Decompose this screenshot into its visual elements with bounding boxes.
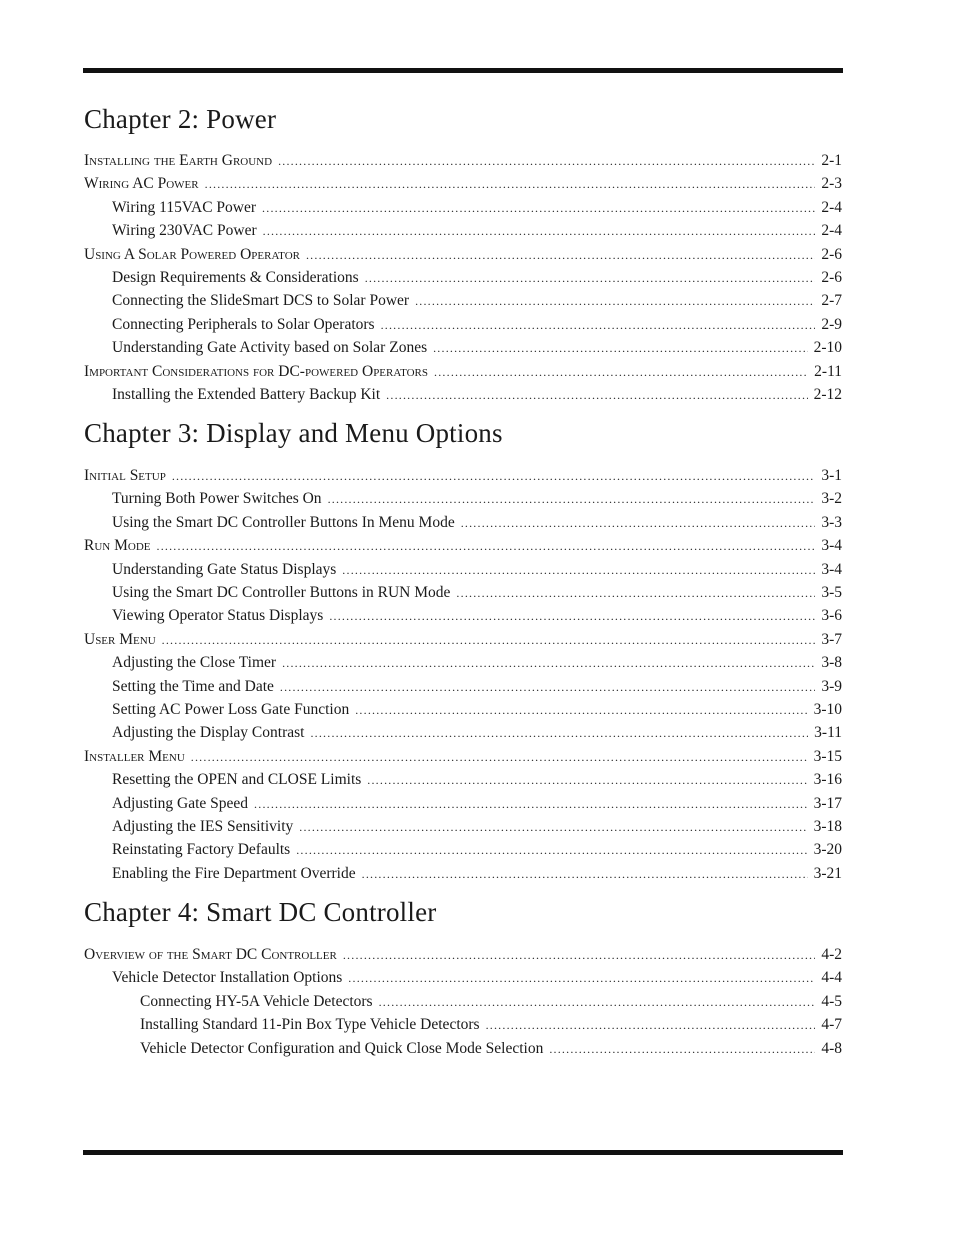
toc-entry-page: 3-6	[821, 607, 842, 625]
toc-entry-page: 3-4	[821, 537, 842, 555]
dot-leader	[278, 151, 815, 171]
dot-leader	[362, 864, 808, 884]
toc-entry-title: Adjusting the Close Timer	[112, 654, 277, 672]
dot-leader	[328, 489, 816, 509]
toc-entry[interactable]	[84, 466, 842, 486]
dot-leader	[433, 338, 807, 358]
toc-entry-title: Vehicle Detector Installation Options	[112, 969, 343, 987]
toc-entry[interactable]	[84, 489, 842, 509]
toc-entry[interactable]	[84, 992, 842, 1012]
toc-entry-title: Understanding Gate Activity based on Solar Zones	[112, 339, 428, 357]
dot-leader	[342, 560, 815, 580]
toc-entry-title: Installing Standard 11-Pin Box Type Vehicle Detectors	[140, 1016, 480, 1034]
toc-entry-page: 2-9	[821, 315, 842, 333]
toc-entry[interactable]	[84, 198, 842, 218]
toc-entry-page: 4-8	[821, 1039, 842, 1057]
dot-leader	[379, 992, 816, 1012]
toc-entry-page: 3-11	[814, 724, 842, 742]
toc-entry-page: 2-6	[821, 245, 842, 263]
toc-entry[interactable]	[84, 291, 842, 311]
toc-entry-title: Viewing Operator Status Displays	[112, 607, 324, 625]
top-rule	[83, 68, 843, 73]
dot-leader	[381, 315, 816, 335]
toc-entry[interactable]	[84, 700, 842, 720]
toc-entry[interactable]	[84, 817, 842, 837]
toc-entry-title: Overview of the Smart DC Controller	[84, 946, 337, 963]
dot-leader	[329, 606, 815, 626]
toc-entry-title: Adjusting Gate Speed	[112, 794, 249, 812]
toc-entry-page: 3-7	[821, 630, 842, 648]
toc-entry-title: Connecting the SlideSmart DCS to Solar Power	[112, 292, 410, 310]
toc-entry-page: 3-5	[821, 584, 842, 601]
toc-entry-title: Installing the Extended Battery Backup Kit	[112, 386, 381, 403]
toc-entry[interactable]	[84, 770, 842, 790]
toc-entry-page: 2-12	[813, 386, 842, 403]
toc-entry-page: 2-3	[821, 175, 842, 193]
dot-leader	[549, 1039, 815, 1059]
dot-leader	[434, 362, 808, 382]
toc-entry-title: Wiring AC Power	[84, 175, 199, 193]
toc-entry-title: Installing the Earth Ground	[84, 152, 273, 169]
dot-leader	[348, 968, 815, 988]
bottom-rule	[83, 1150, 843, 1155]
toc-entry-title: Using the Smart DC Controller Buttons in RUN Mode	[112, 584, 451, 601]
chapter-4-title: Chapter 4: Smart DC Controller	[84, 897, 437, 927]
toc-entry[interactable]	[84, 560, 842, 580]
toc-entry[interactable]	[84, 245, 842, 265]
toc-entry-page: 2-11	[814, 362, 842, 380]
toc-entry[interactable]	[84, 513, 842, 533]
dot-leader	[365, 268, 816, 288]
dot-leader	[262, 198, 815, 218]
toc-entry[interactable]	[84, 606, 842, 626]
toc-entry[interactable]	[84, 338, 842, 358]
toc-entry-page: 3-21	[813, 864, 842, 882]
dot-leader	[296, 840, 807, 860]
toc-entry-page: 2-7	[821, 292, 842, 310]
toc-entry-page: 3-1	[821, 467, 842, 484]
toc-entry-page: 3-2	[821, 490, 842, 508]
toc-entry-page: 2-4	[821, 198, 842, 216]
toc-entry-title: Reinstating Factory Defaults	[112, 841, 291, 859]
toc-entry-page: 3-20	[813, 841, 842, 859]
toc-entry-title: Vehicle Detector Configuration and Quick Close Mode Selection	[140, 1039, 544, 1057]
dot-leader	[282, 653, 815, 673]
toc-entry[interactable]	[84, 630, 842, 650]
toc-entry[interactable]	[84, 945, 842, 965]
chapter-2-title: Chapter 2: Power	[84, 104, 277, 134]
toc-entry-title: Wiring 115VAC Power	[112, 198, 257, 216]
toc-entry-title: Connecting Peripherals to Solar Operators	[112, 315, 375, 333]
dot-leader	[172, 466, 816, 486]
toc-entry[interactable]	[84, 1039, 842, 1059]
toc-entry-title: Setting AC Power Loss Gate Function	[112, 701, 350, 718]
toc-entry[interactable]	[84, 794, 842, 814]
dot-leader	[367, 770, 807, 790]
dot-leader	[386, 385, 807, 405]
dot-leader	[486, 1015, 816, 1035]
dot-leader	[205, 174, 816, 194]
toc-entry-page: 3-18	[813, 818, 842, 835]
toc-entry-title: Adjusting the IES Sensitivity	[112, 818, 294, 835]
toc-entry-title: Connecting HY-5A Vehicle Detectors	[140, 992, 373, 1010]
toc-entry-page: 3-17	[813, 794, 842, 812]
toc-entry[interactable]	[84, 583, 842, 603]
toc-entry[interactable]	[84, 1015, 842, 1035]
toc-entry-page: 2-1	[821, 152, 842, 169]
toc-entry-title: Resetting the OPEN and CLOSE Limits	[112, 771, 362, 789]
toc-entry-title: Enabling the Fire Department Override	[112, 864, 356, 882]
toc-entry-title: Adjusting the Display Contrast	[112, 724, 305, 742]
dot-leader	[254, 794, 808, 814]
toc-entry[interactable]	[84, 536, 842, 556]
dot-leader	[456, 583, 815, 603]
toc-entry[interactable]	[84, 723, 842, 743]
toc-entry-title: Important Considerations for DC-powered Operators	[84, 362, 429, 380]
dot-leader	[157, 536, 816, 556]
toc-entry-page: 2-10	[813, 339, 842, 357]
toc-entry-title: Design Requirements & Considerations	[112, 269, 359, 286]
toc-entry[interactable]	[84, 677, 842, 697]
dot-leader	[280, 677, 815, 697]
toc-entry-page: 4-2	[821, 946, 842, 963]
toc-entry-title: Using the Smart DC Controller Buttons In Menu Mode	[112, 513, 455, 531]
toc-entry-title: Understanding Gate Status Displays	[112, 560, 337, 578]
toc-entry[interactable]	[84, 840, 842, 860]
toc-entry-page: 3-8	[821, 654, 842, 672]
toc-entry-title: Installer Menu	[84, 747, 185, 765]
toc-entry[interactable]	[84, 864, 842, 884]
toc-entry-title: Wiring 230VAC Power	[112, 222, 257, 240]
toc-entry-title: Initial Setup	[84, 467, 166, 484]
toc-entry-title: Setting the Time and Date	[112, 677, 274, 695]
toc-entry[interactable]	[84, 151, 842, 171]
toc-entry-page: 3-3	[821, 513, 842, 531]
dot-leader	[191, 747, 808, 767]
toc-entry-page: 4-4	[821, 969, 842, 987]
toc-entry[interactable]	[84, 747, 842, 767]
toc-entry-page: 4-5	[821, 992, 842, 1010]
toc-entry[interactable]	[84, 653, 842, 673]
toc-entry[interactable]	[84, 221, 842, 241]
toc-entry-title: Run Mode	[84, 537, 151, 555]
toc-entry-page: 2-6	[821, 269, 842, 286]
toc-entry-page: 3-16	[813, 771, 842, 789]
dot-leader	[461, 513, 816, 533]
toc-entry-page: 3-10	[813, 701, 842, 718]
toc-entry-title: Turning Both Power Switches On	[112, 490, 322, 508]
toc-entry[interactable]	[84, 362, 842, 382]
toc-entry[interactable]	[84, 385, 842, 405]
toc-entry-page: 4-7	[821, 1016, 842, 1034]
dot-leader	[415, 291, 815, 311]
toc-entry-title: User Menu	[84, 630, 156, 648]
toc-entry-page: 3-15	[813, 747, 842, 765]
dot-leader	[263, 221, 816, 241]
toc-entry[interactable]	[84, 968, 842, 988]
toc-entry-page: 3-9	[821, 677, 842, 695]
dot-leader	[310, 723, 808, 743]
dot-leader	[355, 700, 807, 720]
toc-entry[interactable]	[84, 315, 842, 335]
dot-leader	[343, 945, 815, 965]
toc-entry[interactable]	[84, 174, 842, 194]
dot-leader	[306, 245, 815, 265]
toc-entry[interactable]	[84, 268, 842, 288]
toc-entry-page: 3-4	[821, 560, 842, 578]
dot-leader	[162, 630, 816, 650]
chapter-3-title: Chapter 3: Display and Menu Options	[84, 418, 503, 448]
toc-entry-title: Using A Solar Powered Operator	[84, 245, 300, 263]
dot-leader	[299, 817, 807, 837]
toc-entry-page: 2-4	[821, 222, 842, 240]
